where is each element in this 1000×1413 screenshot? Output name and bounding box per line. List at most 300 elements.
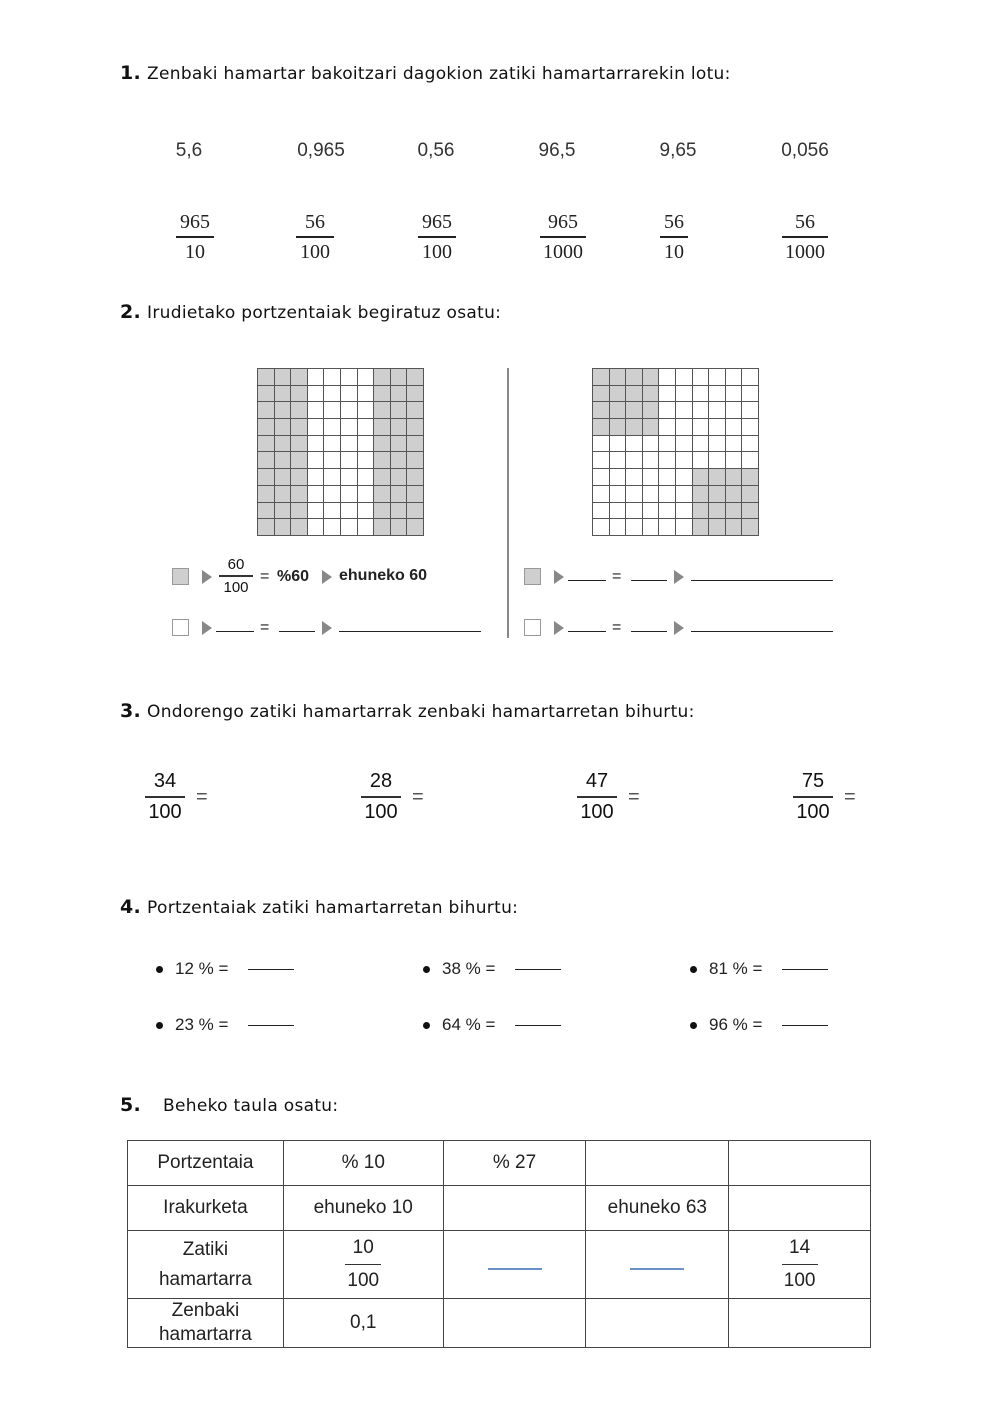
grid-cell [374,369,390,385]
grid-cell [693,503,709,519]
grid-cell [693,436,709,452]
grid-cell [676,386,692,402]
question-4-title [120,896,518,918]
grid-cell [258,386,274,402]
grid-cell [626,369,642,385]
grid-cell [291,436,307,452]
grid-cell [659,402,675,418]
grid-cell [291,452,307,468]
grid-cell [610,486,626,502]
grid-cell [709,486,725,502]
grid-cell [275,402,291,418]
answer-blank[interactable] [515,969,561,970]
grid-cell [258,436,274,452]
fraction-item[interactable] [160,210,230,264]
grid-cell [407,486,423,502]
grid-cell [643,503,659,519]
grid-cell [659,519,675,535]
fraction-item [140,770,190,824]
grid-cell [308,486,324,502]
answer-blank[interactable] [630,1268,684,1270]
grid-cell [258,469,274,485]
grid-cell [726,369,742,385]
grid-cell [593,369,609,385]
table-row [128,1231,871,1299]
grid-cell [391,369,407,385]
fraction-numerator: 60 [227,556,245,573]
grid-cell [593,469,609,485]
grid-cell [626,386,642,402]
grid-cell [407,503,423,519]
grid-cell [643,386,659,402]
grid-cell [709,386,725,402]
grid-cell [709,419,725,435]
grid-cell [391,452,407,468]
answer-blank[interactable] [782,1025,828,1026]
question-number: 2. [120,301,142,323]
grid-cell [275,452,291,468]
grid-cell [610,436,626,452]
question-3-title [120,700,695,722]
answer-blank[interactable] [248,1025,294,1026]
question-5-title [120,1094,338,1116]
grid-cell [726,452,742,468]
fraction-item [356,770,406,824]
example-percent: %60 [277,568,310,585]
grid-cell [610,503,626,519]
fraction-numerator: 965 [422,211,452,233]
grid-cell [341,503,357,519]
percent-label: 81 % = [709,959,763,978]
reading-blank[interactable] [691,631,833,632]
grid-cell [709,519,725,535]
fraction-numerator: 965 [180,211,210,233]
grid-cell [374,469,390,485]
arrow-icon [202,621,212,635]
grid-cell [291,369,307,385]
fraction-numerator: 56 [795,211,815,233]
percent-label: 38 % = [442,959,496,978]
table-row [128,1299,871,1348]
fraction-denominator: 100 [783,1270,816,1292]
fraction-numerator: 28 [369,770,393,792]
grid-cell [593,419,609,435]
table-fraction [782,1236,818,1294]
grid-cell [308,469,324,485]
grid-cell [374,419,390,435]
fraction-item [572,770,622,824]
grid-cell [659,486,675,502]
table-cell-empty[interactable] [729,1299,871,1348]
grid-cell [643,469,659,485]
grid-cell [659,369,675,385]
grid-cell [709,469,725,485]
grid-cell [659,503,675,519]
hundred-grid-left [257,368,424,536]
decimal-item[interactable]: 0,56 [417,140,455,161]
grid-cell [643,419,659,435]
table-cell-blank[interactable] [586,1231,729,1299]
fraction-item[interactable] [402,210,472,264]
grid-cell [324,436,340,452]
grid-cell [676,469,692,485]
table-row [128,1186,871,1231]
answer-blank[interactable] [248,969,294,970]
grid-cell [258,503,274,519]
grid-cell [358,486,374,502]
row-header: Irakurketa [128,1186,284,1231]
grid-cell [341,519,357,535]
percent-blank[interactable] [279,631,315,632]
grid-cell [742,436,758,452]
grid-cell [643,452,659,468]
grid-cell [693,452,709,468]
grid-cell [407,402,423,418]
grid-cell [593,486,609,502]
grid-cell [324,469,340,485]
grid-cell [659,452,675,468]
question-number: 1. [120,62,142,84]
bullet-icon [423,966,430,973]
grid-cell [358,402,374,418]
grid-cell [676,436,692,452]
grid-cell [407,386,423,402]
grid-cell [626,419,642,435]
grid-cell [291,469,307,485]
grid-cell [610,519,626,535]
table-cell [729,1231,871,1299]
grid-cell [626,469,642,485]
arrow-icon [202,570,212,584]
grid-cell [374,503,390,519]
grid-cell [291,486,307,502]
grid-cell [358,503,374,519]
fraction-denominator: 100 [223,578,249,596]
bullet-icon [156,966,163,973]
grid-cell [391,519,407,535]
grid-cell [391,486,407,502]
fraction-denominator: 100 [580,800,614,823]
decimal-item[interactable]: 0,965 [297,140,345,161]
fraction-denominator: 100 [364,800,398,823]
grid-cell [726,436,742,452]
grid-cell [324,419,340,435]
grid-cell [358,386,374,402]
grid-cell [709,452,725,468]
row-header [128,1231,284,1299]
grid-cell [291,402,307,418]
grid-cell [676,402,692,418]
shaded-legend-square [172,568,189,585]
grid-cell [308,452,324,468]
fraction-numerator: 14 [789,1236,811,1258]
row-header-line: Zatiki [182,1238,229,1260]
bullet-icon [423,1022,430,1029]
answer-blank[interactable] [782,969,828,970]
grid-cell [374,452,390,468]
fraction-denominator: 10 [185,240,205,263]
grid-cell [358,436,374,452]
grid-cell [676,519,692,535]
row-header-line: hamartarra [158,1268,252,1290]
grid-cell [341,419,357,435]
fraction-denominator: 1000 [543,240,583,263]
grid-cell [258,402,274,418]
equals-sign: = [628,786,640,808]
white-legend-square [172,619,189,636]
grid-cell [693,386,709,402]
fraction-denominator: 10 [664,240,684,263]
grid-cell [391,386,407,402]
grid-cell [742,386,758,402]
grid-cell [709,369,725,385]
question-2-title [120,301,501,323]
equals-sign: = [844,786,856,808]
grid-cell [610,452,626,468]
decimal-item[interactable]: 96,5 [538,140,576,161]
grid-cell [643,486,659,502]
fraction-item [788,770,838,824]
grid-cell [374,386,390,402]
grid-cell [709,503,725,519]
percent-label: 96 % = [709,1015,763,1034]
fraction-denominator: 100 [422,240,452,263]
fraction-denominator: 100 [347,1270,380,1292]
grid-cell [275,469,291,485]
grid-cell [693,469,709,485]
grid-cell [742,369,758,385]
grid-cell [341,386,357,402]
grid-cell [341,469,357,485]
grid-cell [407,419,423,435]
grid-cell [693,369,709,385]
fraction-numerator: 56 [664,211,684,233]
grid-cell [659,386,675,402]
fraction-numerator: 47 [585,770,609,792]
grid-cell [726,469,742,485]
grid-cell [626,503,642,519]
grid-cell [593,386,609,402]
table-cell-empty[interactable] [586,1141,729,1186]
grid-cell [742,402,758,418]
grid-cell [308,402,324,418]
table-cell: ehuneko 63 [586,1186,729,1231]
grid-cell [643,519,659,535]
grid-cell [726,503,742,519]
row-header-line: hamartarra [158,1324,252,1345]
fraction-denominator: 100 [148,800,182,823]
question-number: 5. [120,1094,142,1116]
example-reading: ehuneko 60 [339,567,428,584]
row-header-line: Zenbaki [171,1300,240,1321]
table-fraction [345,1236,381,1294]
table-cell: % 10 [283,1141,443,1186]
percent-item [423,1015,495,1035]
percent-item [156,959,228,979]
grid-cell [626,452,642,468]
arrow-icon [554,570,564,584]
arrow-icon [322,621,332,635]
grid-cell [709,436,725,452]
fraction-item[interactable] [770,210,840,264]
grid-cell [643,369,659,385]
grid-cell [358,519,374,535]
percent-label: 64 % = [442,1015,496,1034]
reading-blank[interactable] [691,580,833,581]
grid-cell [324,486,340,502]
grid-cell [626,436,642,452]
grid-cell [726,402,742,418]
percent-blank[interactable] [631,631,667,632]
fraction-denominator: 100 [300,240,330,263]
question-1-title [120,62,731,84]
grid-cell [258,452,274,468]
grid-cell [643,436,659,452]
question-text: Beheko taula osatu: [163,1096,339,1116]
grid-cell [407,469,423,485]
table-cell: % 27 [443,1141,586,1186]
grid-cell [610,369,626,385]
hundred-grid-right [592,368,759,536]
grid-cell [693,519,709,535]
grid-cell [391,402,407,418]
decimal-item[interactable]: 0,056 [781,140,829,161]
table-row [128,1141,871,1186]
table-cell-empty[interactable] [443,1186,586,1231]
grid-cell [610,419,626,435]
table-cell: 0,1 [283,1299,443,1348]
grid-cell [324,402,340,418]
arrow-icon [674,621,684,635]
equals-sign: = [612,568,622,585]
table-cell-empty[interactable] [586,1299,729,1348]
equals-sign: = [612,619,622,636]
fraction-blank[interactable] [568,631,606,632]
question-number: 4. [120,896,142,918]
grid-cell [726,519,742,535]
reading-blank[interactable] [339,631,481,632]
grid-cell [291,419,307,435]
grid-cell [324,503,340,519]
equals-sign: = [260,568,270,585]
grid-cell [676,369,692,385]
percent-table [127,1140,871,1348]
grid-cell [693,486,709,502]
row-header: Portzentaia [128,1141,284,1186]
grid-cell [275,386,291,402]
grid-cell [742,469,758,485]
equals-sign: = [412,786,424,808]
grid-cell [676,486,692,502]
row-header [128,1299,284,1348]
grid-cell [726,386,742,402]
table-cell-empty[interactable] [729,1186,871,1231]
grid-cell [610,469,626,485]
grid-cell [626,519,642,535]
decimal-item[interactable]: 9,65 [659,140,697,161]
grid-cell [593,503,609,519]
question-text: Zenbaki hamartar bakoitzari dagokion zatiki hamartarrarekin lotu: [147,64,731,84]
question-text: Portzentaiak zatiki hamartarretan bihurtu: [147,898,519,918]
fraction-denominator: 100 [796,800,830,823]
grid-cell [374,519,390,535]
grid-cell [374,486,390,502]
grid-cell [659,469,675,485]
grid-cell [643,402,659,418]
grid-cell [676,503,692,519]
grid-cell [391,436,407,452]
fraction-item[interactable] [639,210,709,264]
percent-item [690,1015,762,1035]
grid-cell [358,419,374,435]
percent-label: 23 % = [175,1015,229,1034]
table-cell-empty[interactable] [729,1141,871,1186]
grid-cell [275,419,291,435]
question-number: 3. [120,700,142,722]
fraction-blank[interactable] [216,631,254,632]
grid-cell [275,503,291,519]
grid-cell [275,519,291,535]
white-legend-square [524,619,541,636]
fraction-item[interactable] [280,210,350,264]
fraction-numerator: 10 [352,1236,374,1258]
grid-cell [275,486,291,502]
fraction-blank[interactable] [568,580,606,581]
grid-cell [341,369,357,385]
grid-cell [742,503,758,519]
grid-cell [676,452,692,468]
grid-cell [626,402,642,418]
table-cell-blank[interactable] [443,1231,586,1299]
bullet-icon [156,1022,163,1029]
answer-blank[interactable] [515,1025,561,1026]
grid-cell [308,386,324,402]
grid-cell [358,452,374,468]
grid-cell [324,519,340,535]
grid-cell [726,419,742,435]
grid-cell [308,519,324,535]
grid-cell [742,419,758,435]
arrow-icon [322,570,332,584]
grid-cell [308,369,324,385]
grid-cell [693,419,709,435]
grid-cell [341,452,357,468]
fraction-numerator: 34 [153,770,177,792]
grid-cell [593,436,609,452]
grid-cell [709,402,725,418]
grid-cell [291,503,307,519]
answer-blank[interactable] [488,1268,542,1270]
bullet-icon [690,1022,697,1029]
grid-cell [275,369,291,385]
fraction-denominator: 1000 [785,240,825,263]
grid-cell [258,486,274,502]
percent-blank[interactable] [631,580,667,581]
grid-cell [374,436,390,452]
grid-cell [324,386,340,402]
grid-cell [626,486,642,502]
grid-cell [308,436,324,452]
percent-item [423,959,495,979]
example-fraction [216,556,256,596]
table-cell-empty[interactable] [443,1299,586,1348]
grid-cell [291,519,307,535]
decimal-item[interactable]: 5,6 [175,140,203,161]
table-cell: ehuneko 10 [283,1186,443,1231]
grid-cell [659,436,675,452]
fraction-item[interactable] [528,210,598,264]
equals-sign: = [196,786,208,808]
